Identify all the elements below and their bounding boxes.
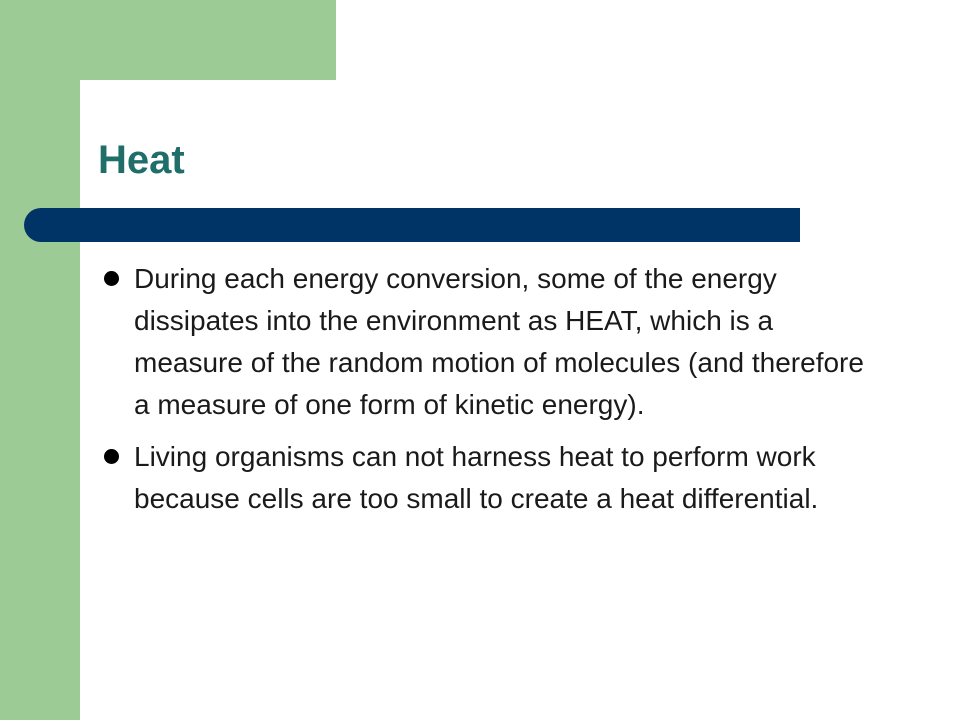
- bullet-list: [104, 258, 864, 530]
- bullet-dot-icon: [104, 271, 119, 286]
- bullet-dot-icon: [104, 449, 119, 464]
- bullet-item: [104, 258, 864, 426]
- title-underline-bar: [24, 208, 800, 242]
- slide-title: Heat: [98, 138, 185, 182]
- decorative-green-band-left: [0, 0, 80, 720]
- bullet-text: Living organisms can not harness heat to perform work because cells are too small to create a heat differential.: [134, 441, 819, 514]
- decorative-green-band-top: [0, 0, 336, 80]
- bullet-text: During each energy conversion, some of the energy dissipates into the environment as HEAT, which is a measure of the random motion of molecules (and therefore a measure of one form of kinetic energy).: [134, 263, 864, 420]
- bullet-item: [104, 436, 864, 520]
